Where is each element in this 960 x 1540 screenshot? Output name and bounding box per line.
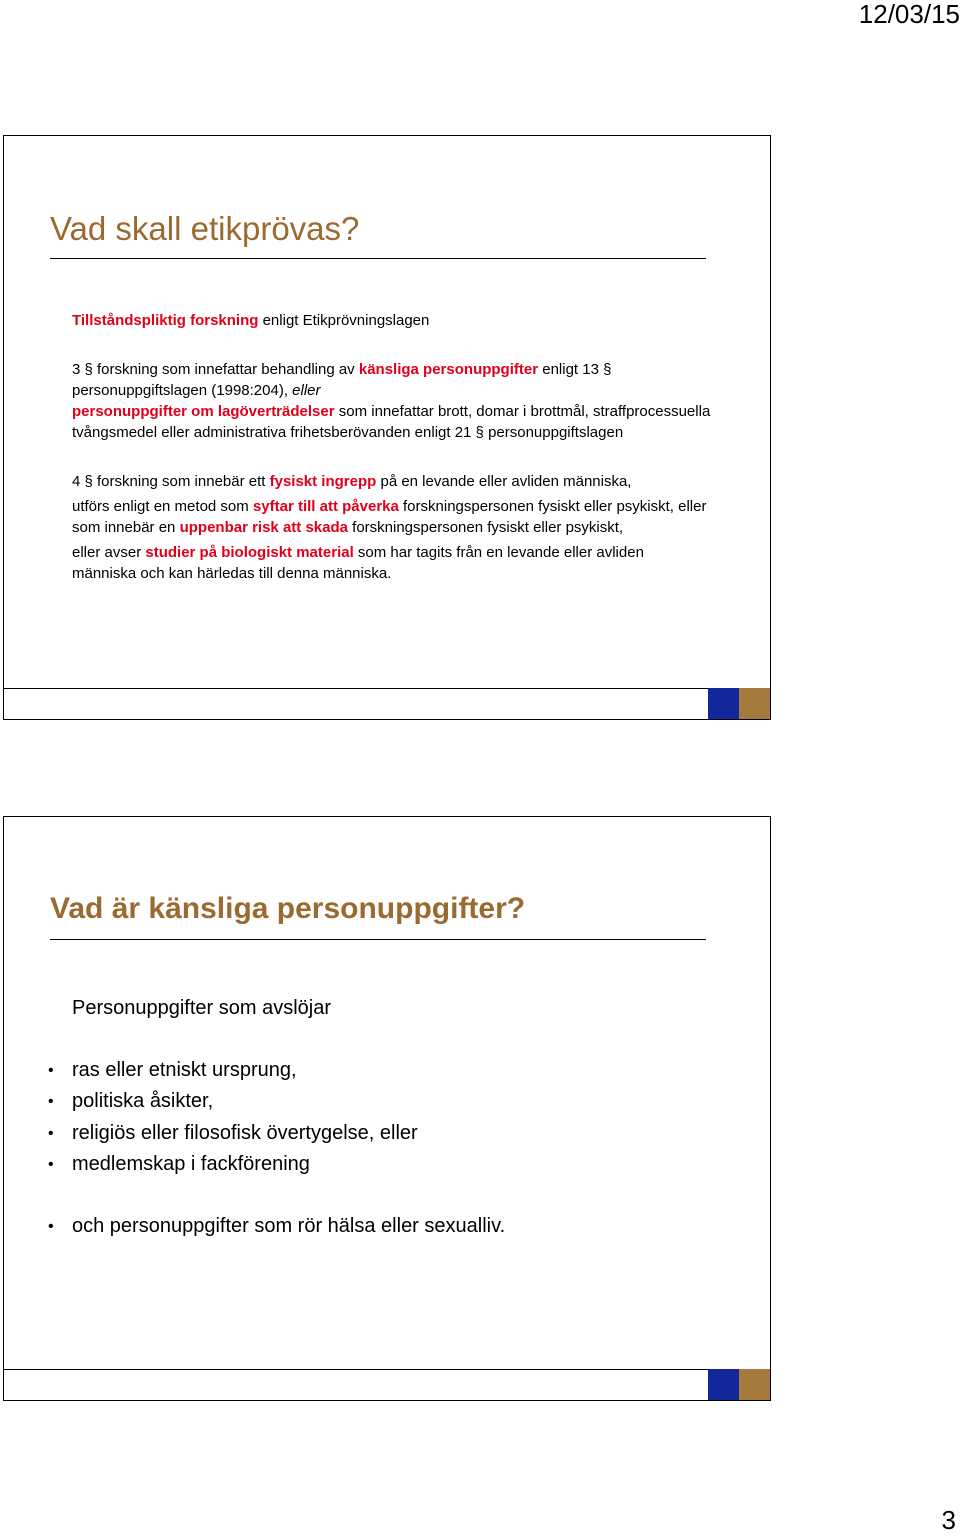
blue-square-decoration xyxy=(708,1369,739,1400)
highlight-text: fysiskt ingrepp xyxy=(269,473,377,490)
body-text: utförs enligt en metod som xyxy=(72,498,253,515)
slide-kansliga-personuppgifter xyxy=(3,816,771,1401)
list-item: • religiös eller filosofisk övertygelse, eller xyxy=(72,1118,732,1150)
slide-body xyxy=(72,310,712,584)
body-text: forskningspersonen fysiskt eller psykiskt, xyxy=(347,519,624,536)
list-item: • och personuppgifter som rör hälsa eller sexualliv. xyxy=(72,1211,732,1243)
highlight-text: uppenbar risk att skada xyxy=(179,519,348,536)
paragraph-3 xyxy=(72,359,712,443)
highlight-text: Tillståndspliktig forskning xyxy=(72,312,259,329)
body-text: som har tagits från en levande eller avliden människa och kan härledas till denna människa. xyxy=(72,544,644,582)
body-text-italic: eller xyxy=(292,382,321,399)
footer-divider xyxy=(4,688,770,689)
title-divider xyxy=(50,939,706,940)
list-item: • ras eller etniskt ursprung, xyxy=(72,1055,732,1087)
title-divider xyxy=(50,258,706,259)
page-number: 3 xyxy=(941,1505,956,1535)
highlight-text: syftar till att påverka xyxy=(252,498,399,515)
highlight-text: studier på biologiskt material xyxy=(145,544,354,561)
body-text: eller avser xyxy=(72,544,146,561)
body-text: 3 § forskning som innefattar behandling av xyxy=(72,361,359,378)
paragraph-4 xyxy=(72,471,712,492)
gold-square-decoration xyxy=(739,688,770,719)
list-item: • politiska åsikter, xyxy=(72,1086,732,1118)
body-text: på en levande eller avliden människa, xyxy=(376,473,632,490)
body-text: enligt Etikprövningslagen xyxy=(258,312,430,329)
slide-etikprovas xyxy=(3,135,771,720)
paragraph-5 xyxy=(72,496,712,538)
gold-square-decoration xyxy=(739,1369,770,1400)
body-text: som innefattar brott, domar i brottmål, straffprocessuella tvångsmedel eller administrativa frihetsberövanden enligt 21 § personuppgiftslagen xyxy=(72,403,711,441)
page-date: 12/03/15 xyxy=(858,0,960,29)
slide-title: Vad är känsliga personuppgifter? xyxy=(50,892,526,925)
highlight-text: personuppgifter om lagöverträdelser xyxy=(72,403,335,420)
paragraph-6 xyxy=(72,542,712,584)
bullet-list xyxy=(72,1055,732,1243)
slide-title: Vad skall etikprövas? xyxy=(50,210,360,247)
body-text: 4 § forskning som innebär ett xyxy=(72,473,270,490)
body-text: forskningspersonen fysiskt eller psykiskt, eller som innebär en xyxy=(72,498,707,536)
blue-square-decoration xyxy=(708,688,739,719)
list-item: • medlemskap i fackförening xyxy=(72,1149,732,1181)
highlight-text: känsliga personuppgifter xyxy=(358,361,539,378)
body-text: enligt 13 § personuppgiftslagen (1998:204), xyxy=(72,361,612,399)
slide-body xyxy=(72,993,732,1242)
intro-line: Personuppgifter som avslöjar xyxy=(72,997,332,1019)
intro-line xyxy=(72,310,712,331)
footer-divider xyxy=(4,1369,770,1370)
